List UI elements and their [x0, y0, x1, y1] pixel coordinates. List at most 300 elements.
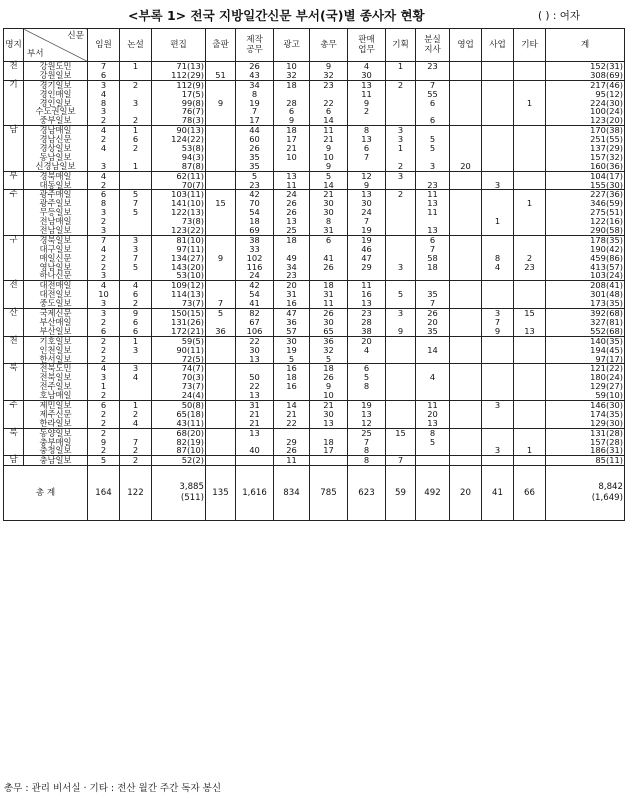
cell-value: 29	[286, 436, 297, 447]
cell-value: 2	[100, 390, 107, 401]
cell-value: 170(38)	[590, 125, 623, 136]
cell-value: 7	[132, 252, 139, 263]
region-group-row	[4, 281, 625, 309]
value-cell	[274, 126, 310, 171]
cell-value: 20	[460, 160, 471, 171]
value-cell	[546, 428, 625, 456]
cell-value: 58	[427, 252, 438, 263]
cell-value: 172(21)	[171, 325, 204, 336]
cell-value: 7	[429, 79, 436, 90]
cell-value: 65	[323, 325, 334, 336]
cell-value	[207, 181, 234, 190]
cell-value: 25	[361, 427, 372, 438]
value-cell	[120, 126, 152, 171]
region-label: 부	[4, 171, 24, 190]
cell-value: 15	[524, 308, 535, 319]
newspaper-name: 전남매일	[39, 216, 72, 227]
cell-value: 87(8)	[181, 160, 204, 171]
cell-value: 106	[246, 325, 263, 336]
cell-value	[207, 263, 234, 272]
cell-value	[483, 364, 512, 373]
value-cell	[348, 62, 386, 81]
newspaper-list	[24, 190, 88, 235]
cell-value	[451, 226, 480, 235]
value-cell	[236, 80, 274, 125]
newspaper-name: 수도권일보	[35, 106, 76, 117]
cell-value: 50(8)	[181, 399, 204, 410]
cell-value	[387, 217, 414, 226]
region-label: 천	[4, 336, 24, 364]
value-cell	[152, 171, 206, 190]
cell-value: 13	[286, 170, 297, 181]
cell-value: 178(35)	[590, 234, 623, 245]
newspaper-name: 대전일보	[39, 289, 72, 300]
value-cell	[348, 171, 386, 190]
cell-value	[207, 410, 234, 419]
cell-value: 5	[429, 134, 436, 145]
value-cell	[206, 126, 236, 171]
cell-value	[387, 355, 414, 364]
cell-value: 2	[363, 106, 370, 117]
value-cell	[348, 336, 386, 364]
cell-value: 3	[494, 308, 501, 319]
cell-value	[451, 429, 480, 438]
value-cell	[546, 80, 625, 125]
cell-value	[483, 116, 512, 125]
cell-value: 42	[249, 189, 260, 200]
cell-value: 73(8)	[181, 216, 204, 227]
cell-value	[207, 337, 234, 346]
cell-value: 180(24)	[590, 372, 623, 383]
newspaper-list	[24, 364, 88, 401]
value-cell	[236, 190, 274, 235]
cell-value: 4	[100, 280, 107, 291]
value-cell	[386, 400, 416, 428]
cell-value	[121, 181, 150, 190]
cell-value	[451, 71, 480, 80]
value-cell	[514, 336, 546, 364]
value-cell	[236, 364, 274, 401]
cell-value: 53(8)	[181, 143, 204, 154]
cell-value: 13	[361, 298, 372, 309]
cell-value: 20	[427, 316, 438, 327]
cell-value: 1	[494, 216, 501, 227]
value-cell	[450, 309, 482, 337]
cell-value: 160(36)	[590, 160, 623, 171]
total-row	[4, 466, 625, 521]
cell-value: 36	[323, 335, 334, 346]
region-label: 주	[4, 190, 24, 235]
newspaper-list	[24, 126, 88, 171]
cell-value	[451, 107, 480, 116]
cell-value	[451, 299, 480, 308]
cell-value: 18	[286, 372, 297, 383]
newspaper-name: 전북일보	[39, 372, 72, 383]
cell-value: 3	[397, 261, 404, 272]
value-cell	[450, 190, 482, 235]
cell-value: 174(35)	[590, 408, 623, 419]
cell-value: 18	[286, 125, 297, 136]
value-cell	[274, 428, 310, 456]
cell-value	[483, 419, 512, 428]
cell-value: 224(30)	[590, 97, 623, 108]
value-cell	[546, 235, 625, 280]
column-header: 영업	[450, 29, 482, 62]
cell-value: 14	[323, 179, 334, 190]
cell-value: 21	[286, 408, 297, 419]
newspaper-list	[24, 400, 88, 428]
cell-value: 42	[249, 280, 260, 291]
cell-value: 13	[249, 353, 260, 364]
newspaper-name: 강원도민	[39, 61, 72, 71]
cell-value: 26	[286, 198, 297, 209]
cell-value: 4	[100, 125, 107, 136]
value-cell	[236, 126, 274, 171]
value-cell	[482, 80, 514, 125]
cell-value: 217(46)	[590, 79, 623, 90]
value-cell	[416, 364, 450, 401]
cell-value: 2	[100, 115, 107, 126]
cell-value	[451, 217, 480, 226]
cell-value: 34	[286, 261, 297, 272]
cell-value	[515, 373, 544, 382]
column-header: 계	[546, 29, 625, 62]
cell-value: 122(16)	[590, 216, 623, 227]
cell-value: 275(51)	[590, 207, 623, 218]
value-cell	[546, 456, 625, 466]
cell-value: 7	[494, 316, 501, 327]
value-cell	[120, 281, 152, 309]
cell-value	[387, 71, 414, 80]
value-cell	[206, 190, 236, 235]
cell-value: 82(19)	[176, 436, 204, 447]
cell-value: 140(35)	[590, 335, 623, 346]
region-label: 남	[4, 456, 24, 466]
cell-value: 59(10)	[595, 390, 623, 401]
value-cell	[482, 190, 514, 235]
cell-value: 26	[323, 372, 334, 383]
value-cell	[546, 126, 625, 171]
newspaper-name: 경인매일	[39, 88, 72, 99]
cell-value	[387, 90, 414, 99]
value-cell	[416, 281, 450, 309]
value-cell	[88, 80, 120, 125]
cell-value: 5	[429, 143, 436, 154]
cell-value: 41	[323, 252, 334, 263]
cell-value: 109(12)	[171, 280, 204, 291]
value-cell	[386, 309, 416, 337]
value-cell	[310, 309, 348, 337]
newspaper-name: 한서일보	[39, 353, 72, 364]
cell-value	[349, 116, 384, 125]
column-header: 임원	[88, 29, 120, 62]
cell-value: 8	[100, 97, 107, 108]
cell-value: 70	[249, 198, 260, 209]
value-cell	[274, 190, 310, 235]
value-cell	[120, 364, 152, 401]
newspaper-name: 중도일보	[39, 298, 72, 309]
cell-value: 60	[249, 134, 260, 145]
newspaper-list	[24, 235, 88, 280]
cell-value: 21	[323, 399, 334, 410]
cell-value: 4	[100, 143, 107, 154]
value-cell	[450, 281, 482, 309]
cell-value	[451, 62, 480, 71]
value-cell	[206, 336, 236, 364]
cell-value: 3	[100, 298, 107, 309]
newspaper-name: 경남신문	[39, 134, 72, 145]
cell-value: 5	[363, 372, 370, 383]
newspaper-name: 제민일보	[39, 399, 72, 410]
cell-value	[451, 456, 480, 465]
value-cell	[206, 171, 236, 190]
cell-value	[483, 162, 512, 171]
cell-value: 2	[100, 417, 107, 428]
cell-value: 16	[286, 381, 297, 392]
newspaper-name: 광주일보	[39, 198, 72, 209]
cell-value: 78(3)	[181, 115, 204, 126]
newspaper-list	[24, 456, 88, 466]
cell-value	[387, 107, 414, 116]
cell-value	[387, 346, 414, 355]
value-cell	[348, 126, 386, 171]
cell-value	[207, 382, 234, 391]
cell-value	[515, 429, 544, 438]
cell-value: 13	[361, 408, 372, 419]
cell-value: 3	[397, 170, 404, 181]
value-cell	[416, 309, 450, 337]
region-label: 주	[4, 400, 24, 428]
cell-value: 129(27)	[590, 381, 623, 392]
cell-value	[207, 162, 234, 171]
cell-value	[451, 401, 480, 410]
cell-value: 30	[323, 198, 334, 209]
cell-value	[207, 346, 234, 355]
cell-value: 5	[325, 353, 332, 364]
newspaper-name: 하나신문	[39, 270, 72, 281]
region-label: 기	[4, 80, 24, 125]
value-cell	[514, 62, 546, 81]
cell-value: 6	[100, 399, 107, 410]
cell-value: 2	[397, 160, 404, 171]
cell-value	[451, 281, 480, 290]
value-cell	[386, 364, 416, 401]
value-cell	[236, 62, 274, 81]
value-cell	[152, 235, 206, 280]
cell-value	[387, 419, 414, 428]
cell-value: 121(22)	[590, 363, 623, 374]
cell-value	[121, 71, 150, 80]
cell-value: 2	[100, 408, 107, 419]
value-cell	[514, 281, 546, 309]
region-label: 남	[4, 126, 24, 171]
value-cell	[88, 190, 120, 235]
cell-value	[311, 456, 346, 465]
cell-value: 8	[363, 381, 370, 392]
value-cell	[386, 80, 416, 125]
cell-value: 22	[249, 335, 260, 346]
total-value: 492	[416, 466, 450, 521]
value-cell	[546, 309, 625, 337]
cell-value: 2	[100, 179, 107, 190]
value-cell	[546, 364, 625, 401]
cell-value	[387, 446, 414, 455]
cell-value: 13	[361, 79, 372, 90]
cell-value: 15	[395, 427, 406, 438]
cell-value: 6	[429, 234, 436, 245]
cell-value: 1	[132, 335, 139, 346]
cell-value: 16	[286, 363, 297, 374]
cell-value: 97(11)	[176, 243, 204, 254]
cell-value: 5	[251, 170, 258, 181]
column-header: 출판	[206, 29, 236, 62]
cell-value: 5	[132, 207, 139, 218]
value-cell	[482, 400, 514, 428]
cell-value: 19	[249, 97, 260, 108]
newspaper-name: 대전매일	[39, 280, 72, 291]
cell-value: 32	[323, 344, 334, 355]
value-cell	[236, 456, 274, 466]
cell-value	[311, 271, 346, 280]
cell-value: 5	[288, 353, 295, 364]
cell-value	[483, 382, 512, 391]
cell-value: 2	[132, 115, 139, 126]
cell-value: 8	[429, 427, 436, 438]
cell-value	[387, 337, 414, 346]
cell-value: 114(13)	[171, 289, 204, 300]
cell-value: 6	[100, 69, 107, 80]
cell-value	[387, 271, 414, 280]
cell-value	[207, 438, 234, 447]
cell-value: 3	[132, 234, 139, 245]
cell-value: 1	[132, 160, 139, 171]
value-cell	[546, 62, 625, 81]
value-cell	[514, 428, 546, 456]
cell-value: 87(10)	[176, 445, 204, 456]
cell-value	[515, 107, 544, 116]
cell-value: 103(11)	[171, 189, 204, 200]
cell-value: 81(10)	[176, 234, 204, 245]
cell-value: 99(8)	[181, 97, 204, 108]
cell-value: 31	[323, 289, 334, 300]
value-cell	[274, 62, 310, 81]
cell-value: 6	[288, 106, 295, 117]
cell-value: 21	[323, 134, 334, 145]
cell-value	[451, 271, 480, 280]
value-cell	[274, 80, 310, 125]
value-cell	[310, 171, 348, 190]
value-cell	[450, 80, 482, 125]
value-cell	[88, 364, 120, 401]
newspaper-name: 국제신문	[39, 308, 72, 319]
value-cell	[450, 336, 482, 364]
cell-value: 12	[361, 170, 372, 181]
cell-value	[349, 271, 384, 280]
value-cell	[416, 336, 450, 364]
value-cell	[514, 400, 546, 428]
value-cell	[386, 428, 416, 456]
cell-value: 30	[323, 408, 334, 419]
cell-value: 7	[429, 298, 436, 309]
newspaper-name: 전북도민	[39, 363, 72, 374]
cell-value	[483, 346, 512, 355]
cell-value	[207, 446, 234, 455]
value-cell	[152, 309, 206, 337]
newspaper-name: 한라일보	[39, 417, 72, 428]
cell-value: 18	[427, 261, 438, 272]
value-cell	[416, 235, 450, 280]
cell-value: 13	[427, 417, 438, 428]
cell-value	[451, 190, 480, 199]
region-group-row	[4, 309, 625, 337]
cell-value	[451, 355, 480, 364]
cell-value: 31	[249, 399, 260, 410]
cell-value: 13	[249, 390, 260, 401]
cell-value: 26	[427, 308, 438, 319]
cell-value: 26	[323, 308, 334, 319]
cell-value	[483, 90, 512, 99]
value-cell	[348, 364, 386, 401]
cell-value: 19	[286, 344, 297, 355]
newspaper-list	[24, 336, 88, 364]
cell-value: 29	[361, 261, 372, 272]
cell-value: 25	[286, 225, 297, 236]
newspaper-name: 경남매일	[39, 125, 72, 136]
cell-value: 8	[251, 88, 258, 99]
cell-value: 20	[361, 335, 372, 346]
cell-value: 3	[397, 134, 404, 145]
cell-value: 6	[325, 234, 332, 245]
cell-value	[451, 236, 480, 245]
cell-value: 28	[286, 97, 297, 108]
cell-value: 14	[427, 344, 438, 355]
value-cell	[120, 62, 152, 81]
cell-value: 3	[132, 97, 139, 108]
cell-value	[237, 456, 272, 465]
cell-value: 102	[246, 252, 263, 263]
cell-value	[483, 337, 512, 346]
value-cell	[274, 171, 310, 190]
cell-value: 38	[249, 234, 260, 245]
cell-value: 116	[246, 261, 263, 272]
value-cell	[386, 235, 416, 280]
cell-value	[451, 144, 480, 153]
cell-value	[515, 391, 544, 400]
cell-value: 54	[249, 207, 260, 218]
cell-value: 10	[323, 390, 334, 401]
column-header: 판매 업무	[348, 29, 386, 62]
value-cell	[152, 281, 206, 309]
cell-value: 7	[251, 106, 258, 117]
cell-value: 13	[524, 325, 535, 336]
cell-value	[483, 71, 512, 80]
cell-value: 14	[323, 115, 334, 126]
value-cell	[206, 309, 236, 337]
region-group-row	[4, 456, 625, 466]
cell-value: 18	[323, 436, 334, 447]
column-header: 총무	[310, 29, 348, 62]
cell-value: 3	[494, 179, 501, 190]
cell-value: 2	[526, 252, 533, 263]
cell-value: 23	[286, 270, 297, 281]
newspaper-name: 경인일보	[39, 97, 72, 108]
cell-value: 10	[286, 151, 297, 162]
cell-value: 7	[132, 436, 139, 447]
cell-value	[207, 116, 234, 125]
footnote: 총무 : 관리 비서실 · 기타 : 전산 월간 주간 독자 봉신	[4, 783, 222, 794]
cell-value	[121, 391, 150, 400]
value-cell	[416, 456, 450, 466]
